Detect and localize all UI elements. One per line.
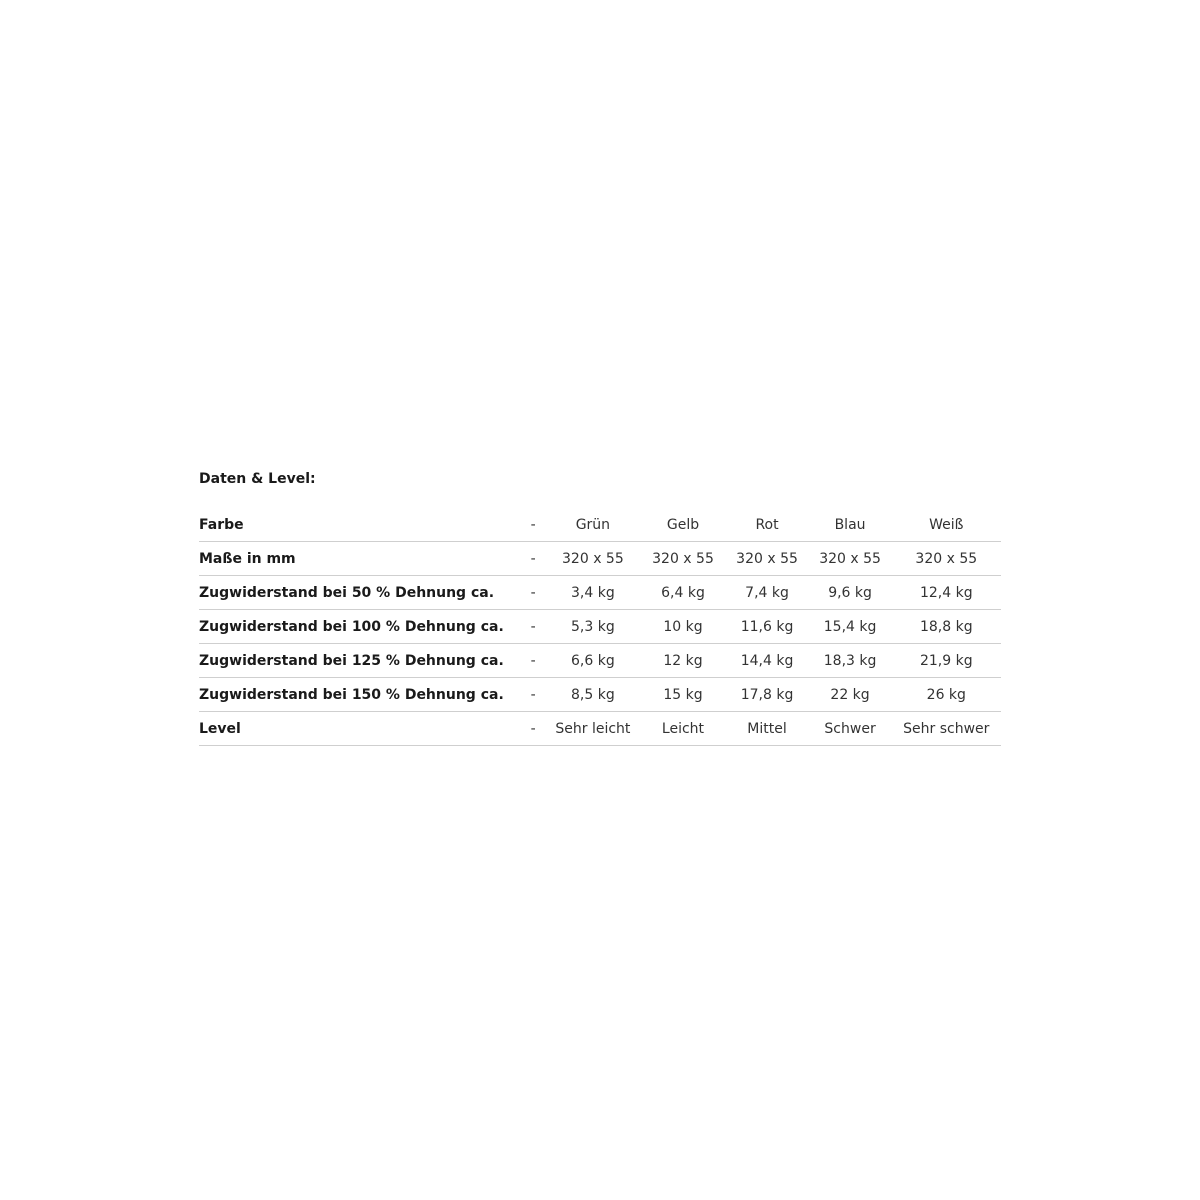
table-cell: Leicht: [640, 712, 725, 746]
table-cell: 5,3 kg: [545, 610, 640, 644]
table-row: [199, 610, 1001, 644]
table-cell: 18,3 kg: [809, 644, 892, 678]
table-cell: 21,9 kg: [892, 644, 1001, 678]
table-row: [199, 644, 1001, 678]
table-cell: 320 x 55: [809, 542, 892, 576]
spec-section: [199, 468, 1001, 746]
row-label: Zugwiderstand bei 150 % Dehnung ca.: [199, 678, 521, 712]
table-cell: Blau: [809, 508, 892, 542]
table-cell: 9,6 kg: [809, 576, 892, 610]
row-label: Maße in mm: [199, 542, 521, 576]
table-cell: 15 kg: [640, 678, 725, 712]
row-dash: -: [521, 678, 545, 712]
table-cell: 6,6 kg: [545, 644, 640, 678]
row-dash: -: [521, 576, 545, 610]
table-cell: 3,4 kg: [545, 576, 640, 610]
section-title: Daten & Level:: [199, 471, 316, 487]
table-cell: 18,8 kg: [892, 610, 1001, 644]
table-cell: Sehr schwer: [892, 712, 1001, 746]
row-label: Zugwiderstand bei 125 % Dehnung ca.: [199, 644, 521, 678]
row-label: Zugwiderstand bei 50 % Dehnung ca.: [199, 576, 521, 610]
row-dash: -: [521, 712, 545, 746]
table-cell: 6,4 kg: [640, 576, 725, 610]
table-row: [199, 712, 1001, 746]
table-row: [199, 678, 1001, 712]
row-dash: -: [521, 508, 545, 542]
table-cell: Sehr leicht: [545, 712, 640, 746]
table-cell: 320 x 55: [892, 542, 1001, 576]
table-cell: 26 kg: [892, 678, 1001, 712]
table-row: [199, 576, 1001, 610]
table-cell: 22 kg: [809, 678, 892, 712]
row-dash: -: [521, 610, 545, 644]
table-cell: 12 kg: [640, 644, 725, 678]
table-cell: 15,4 kg: [809, 610, 892, 644]
row-dash: -: [521, 542, 545, 576]
table-cell: 11,6 kg: [726, 610, 809, 644]
table-cell: Mittel: [726, 712, 809, 746]
table-cell: 7,4 kg: [726, 576, 809, 610]
table-cell: 320 x 55: [640, 542, 725, 576]
table-row: [199, 508, 1001, 542]
table-cell: Weiß: [892, 508, 1001, 542]
table-cell: 17,8 kg: [726, 678, 809, 712]
table-cell: Gelb: [640, 508, 725, 542]
table-cell: 8,5 kg: [545, 678, 640, 712]
row-label: Level: [199, 712, 521, 746]
table-cell: Grün: [545, 508, 640, 542]
table-cell: 320 x 55: [726, 542, 809, 576]
table-row: [199, 542, 1001, 576]
row-label: Farbe: [199, 508, 521, 542]
row-label: Zugwiderstand bei 100 % Dehnung ca.: [199, 610, 521, 644]
table-cell: 12,4 kg: [892, 576, 1001, 610]
table-cell: 320 x 55: [545, 542, 640, 576]
table-cell: 10 kg: [640, 610, 725, 644]
table-cell: 14,4 kg: [726, 644, 809, 678]
spec-table: [199, 508, 1001, 746]
table-cell: Rot: [726, 508, 809, 542]
row-dash: -: [521, 644, 545, 678]
table-cell: Schwer: [809, 712, 892, 746]
